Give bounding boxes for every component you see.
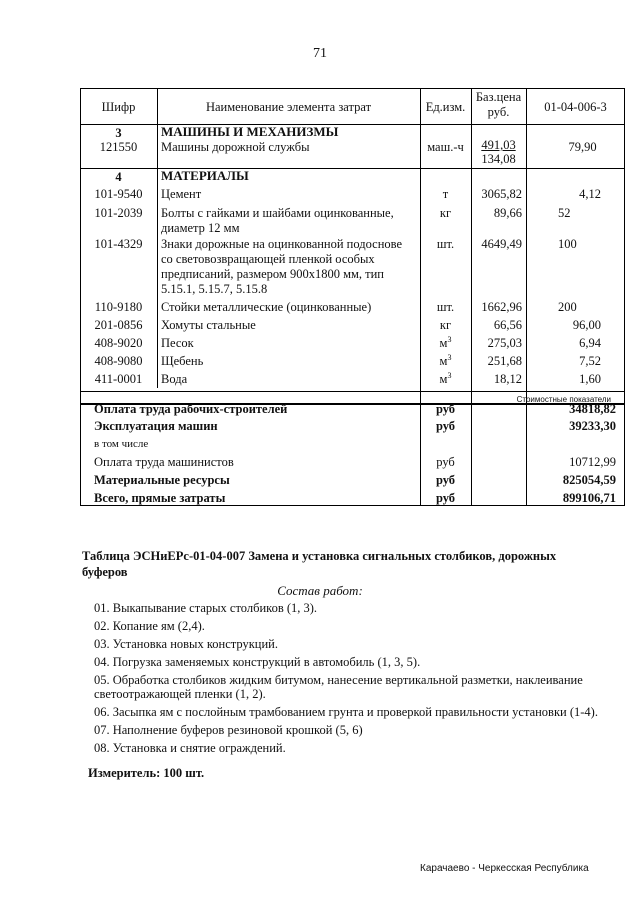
work-item: 06. Засыпка ям с послойным трамбованием грунта и проверкой правильности установки (1-4). — [94, 705, 598, 719]
work-item: 07. Наполнение буферов резиновой крошкой (5, 6) — [94, 723, 363, 737]
unit-label: м — [439, 354, 448, 368]
col-divider — [157, 88, 158, 388]
resource-norm: 1,60 — [579, 372, 601, 386]
works-list — [94, 601, 614, 759]
resource-code: 121550 — [99, 140, 138, 154]
section-title: МАТЕРИАЛЫ — [161, 168, 249, 183]
resource-price: 89,66 — [493, 206, 522, 220]
resource-norm: 79,90 — [568, 140, 597, 154]
resource-unit — [420, 300, 471, 314]
resource-norm: 200 — [558, 300, 577, 314]
total-value: 899106,71 — [562, 491, 616, 505]
work-item: 04. Погрузка заменяемых конструкций в автомобиль (1, 3, 5). — [94, 655, 421, 669]
row-divider — [80, 391, 625, 392]
resource-name: Стойки металлические (оцинкованные) — [161, 300, 372, 314]
header-norm: 01-04-006-3 — [544, 100, 607, 114]
page-number: 71 — [313, 46, 327, 61]
total-unit: руб — [435, 491, 456, 505]
page-footer: Карачаево - Черкесская Республика — [420, 863, 589, 874]
total-name: в том числе — [94, 438, 149, 450]
resource-norm: 4,12 — [579, 187, 601, 201]
work-item: 02. Копание ям (2,4). — [94, 619, 205, 633]
total-name: Материальные ресурсы — [94, 473, 230, 487]
resource-price: 251,68 — [487, 354, 522, 368]
header-code: Шифр — [101, 100, 136, 114]
total-value: 34818,82 — [569, 402, 616, 416]
resource-unit — [420, 318, 471, 332]
resource-unit — [420, 372, 471, 386]
resource-name: Цемент — [161, 187, 202, 201]
resource-name: Хомуты стальные — [161, 318, 256, 332]
resource-norm: 100 — [558, 237, 577, 251]
works-title: Состав работ: — [277, 583, 363, 598]
resource-name: Песок — [161, 336, 194, 350]
resource-price: 18,12 — [493, 372, 522, 386]
resource-price: 1662,96 — [481, 300, 522, 314]
resource-code: 101-9540 — [94, 187, 143, 201]
resource-name: 5.15.1, 5.15.7, 5.15.8 — [161, 282, 268, 296]
resource-name: Машины дорожной службы — [161, 140, 310, 154]
unit-label: т — [442, 187, 449, 201]
resource-norm: 6,94 — [579, 336, 601, 350]
resource-name: диаметр 12 мм — [161, 221, 240, 235]
section-number: 4 — [115, 170, 122, 184]
header-name: Наименование элемента затрат — [205, 100, 372, 114]
unit-label: м — [439, 372, 448, 386]
total-unit: руб — [436, 455, 455, 469]
resource-code: 408-9020 — [94, 336, 143, 350]
resource-norm: 7,52 — [579, 354, 601, 368]
total-unit: руб — [435, 402, 456, 416]
resource-unit — [420, 187, 471, 201]
header-price: Баз.цена руб. — [475, 90, 522, 119]
unit-superscript: 3 — [447, 352, 452, 362]
unit-label: м — [439, 336, 448, 350]
section-caption — [82, 548, 602, 580]
total-name: Всего, прямые затраты — [94, 491, 226, 505]
unit-label: кг — [439, 206, 452, 220]
resource-unit — [420, 354, 471, 368]
total-value: 39233,30 — [569, 419, 616, 433]
section-title: МАШИНЫ И МЕХАНИЗМЫ — [161, 124, 339, 139]
total-name: Эксплуатация машин — [94, 419, 218, 433]
unit-superscript: 3 — [447, 370, 452, 380]
resource-price: 275,03 — [487, 336, 522, 350]
resource-unit: маш.-ч — [427, 140, 464, 154]
total-name: Оплата труда рабочих-строителей — [94, 402, 288, 416]
header-unit: Ед.изм. — [425, 100, 466, 114]
caption-line: Таблица ЭСНиЕРс-01-04-007 Замена и установка сигнальных столбиков, дорожных — [82, 549, 557, 563]
resource-norm: 52 — [558, 206, 571, 220]
resource-unit — [420, 237, 471, 251]
work-item: 03. Установка новых конструкций. — [94, 637, 278, 651]
measure: Измеритель: 100 шт. — [88, 766, 205, 780]
resource-name: предписаний, размером 900х1800 мм, тип — [161, 267, 384, 281]
unit-label: шт. — [436, 300, 455, 314]
resource-price-secondary: 134,08 — [481, 152, 516, 166]
resource-norm: 96,00 — [572, 318, 601, 332]
section-number: 3 — [115, 126, 122, 140]
resource-price: 3065,82 — [481, 187, 522, 201]
resource-name: Щебень — [161, 354, 204, 368]
resource-code: 408-9080 — [94, 354, 143, 368]
unit-superscript: 3 — [447, 334, 452, 344]
resource-unit — [420, 336, 471, 350]
work-item: 01. Выкапывание старых столбиков (1, 3). — [94, 601, 318, 615]
col-divider — [526, 88, 527, 506]
resource-code: 101-4329 — [94, 237, 143, 251]
resource-code: 101-2039 — [94, 206, 143, 220]
resource-code: 110-9180 — [94, 300, 143, 314]
total-name: Оплата труда машинистов — [94, 455, 234, 469]
total-value: 825054,59 — [562, 473, 616, 487]
total-unit: руб — [435, 419, 456, 433]
caption-line: буферов — [82, 565, 128, 579]
resource-code: 411-0001 — [94, 372, 143, 386]
unit-label: кг — [439, 318, 452, 332]
resource-name: Вода — [161, 372, 188, 386]
resource-name: Знаки дорожные на оцинкованной подоснове — [161, 237, 403, 251]
resource-price: 491,03 — [481, 138, 516, 152]
work-item: 08. Установка и снятие ограждений. — [94, 741, 286, 755]
total-value: 10712,99 — [569, 455, 616, 469]
work-item: 05. Обработка столбиков жидким битумом, нанесение вертикальной разметки, наклеивание светоотражающей пленки (1, 2). — [94, 673, 583, 701]
resource-price: 4649,49 — [481, 237, 522, 251]
resource-name: со световозвращающей пленкой особых — [161, 252, 375, 266]
resource-code: 201-0856 — [94, 318, 143, 332]
resource-unit — [420, 206, 471, 220]
cost-indicators-label: Стоимостные показатели — [516, 395, 611, 404]
resource-name: Болты с гайками и шайбами оцинкованные, — [161, 206, 394, 220]
total-unit: руб — [435, 473, 456, 487]
unit-label: шт. — [436, 237, 455, 251]
resource-price: 66,56 — [493, 318, 522, 332]
